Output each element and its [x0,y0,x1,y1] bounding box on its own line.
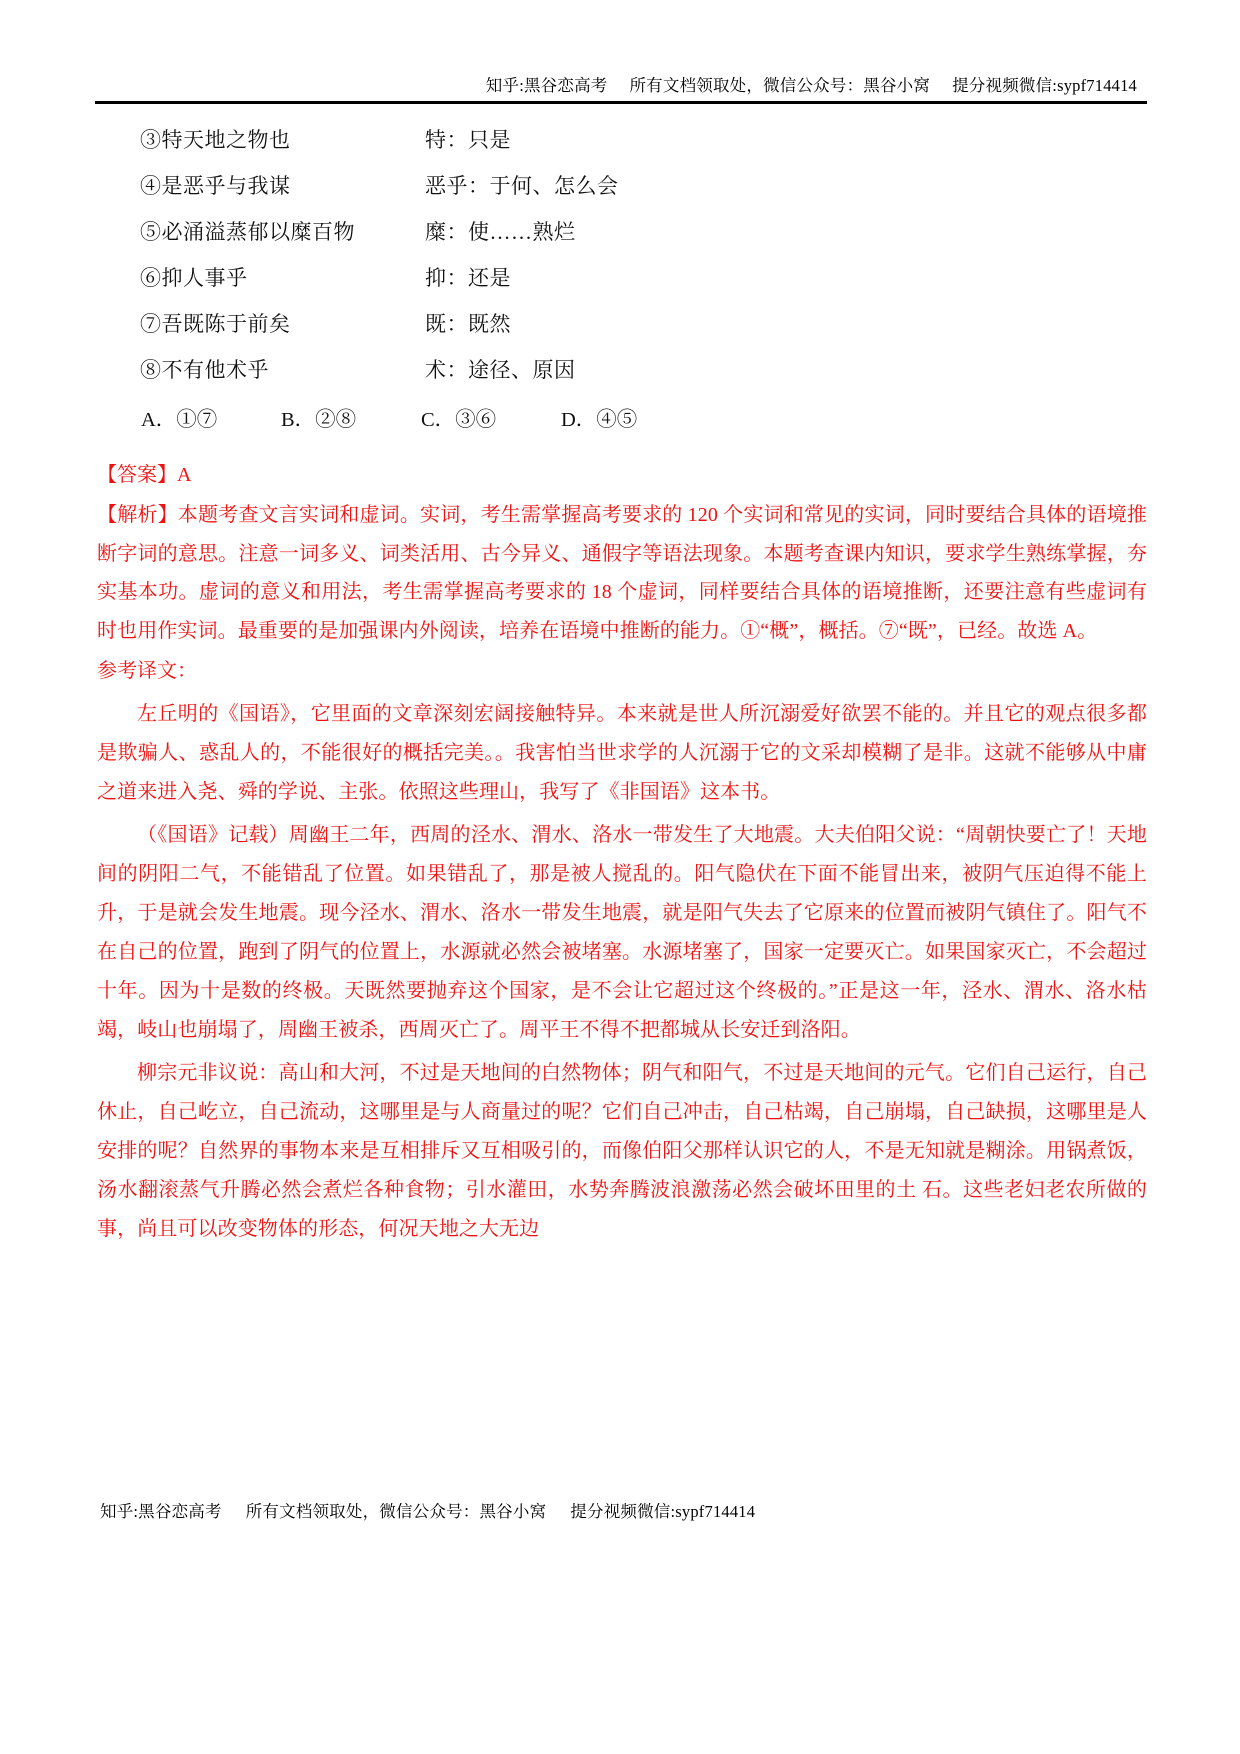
vocabulary-gloss: 糜：使……熟烂 [425,220,576,244]
vocabulary-row [97,262,1147,308]
translation-paragraph: 左丘明的《国语》，它里面的文章深刻宏阔接触特异。本来就是世人所沉溺爱好欲罢不能的。并且它的观点很多都是欺骗人、惑乱人的，不能很好的概括完美。。我害怕当世求学的人沉溺于它的文采却模糊了是非。这就不能够从中庸之道来进入尧、舜的学说、主张。依照这些理山，我写了《非国语》这本书。 [97,702,1147,803]
header-divider [95,101,1147,104]
answer-line [97,460,1147,490]
vocabulary-sentence: ⑧不有他术乎 [140,358,269,382]
vocabulary-sentence: ④是恶乎与我谋 [140,174,291,198]
answer-label: 【答案】 [97,464,177,486]
header-segment-zhihu: 知乎:黑谷恋高考 [485,76,608,95]
header-segment-wechat: 所有文档领取处，微信公众号：黑谷小窝 [629,76,931,95]
vocabulary-sentence: ⑦吾既陈于前矣 [140,312,291,336]
vocabulary-row [97,170,1147,216]
page-header [95,72,1145,104]
translation-label: 参考译文： [97,660,197,682]
vocabulary-row [97,216,1147,262]
vocabulary-row [97,124,1147,170]
vocabulary-sentence: ③特天地之物也 [140,128,291,152]
footer-segment-zhihu: 知乎:黑谷恋高考 [100,1502,222,1521]
vocabulary-list [97,124,1147,400]
option-d[interactable]: D．④⑤ [561,409,638,431]
vocabulary-row [97,308,1147,354]
page-footer [100,1498,1140,1522]
footer-segment-wechat: 所有文档领取处，微信公众号：黑谷小窝 [245,1502,547,1521]
option-b[interactable]: B．②⑧ [281,409,357,431]
translation-paragraph: 柳宗元非议说：高山和大河，不过是天地间的白然物体；阴气和阳气，不过是天地间的元气。它们自己运行，自己休止，自己屹立，自己流动，这哪里是与人商量过的呢？它们自己冲击，自己枯竭，自己崩塌，自己缺损，这哪里是人安排的呢？自然界的事物本来是互相排斥又互相吸引的，而像伯阳父那样认识它的人，不是无知就是糊涂。用锅煮饭，汤水翻滚蒸气升腾必然会煮烂各种食物；引水灌田，水势奔腾波浪激荡必然会破坏田里的土 石。这些老妇老农所做的事，尚且可以改变物体的形态，何况天地之大无边 [97,1061,1147,1240]
vocabulary-gloss: 既：既然 [425,312,511,336]
answer-options [97,402,1147,446]
vocabulary-row [97,354,1147,400]
vocabulary-gloss: 抑：还是 [425,266,511,290]
vocabulary-gloss: 术：途径、原因 [425,358,576,382]
analysis-label: 【解析】 [97,504,178,526]
footer-segment-video: 提分视频微信:sypf714414 [570,1502,756,1521]
option-a[interactable]: A．①⑦ [141,409,218,431]
translation-paragraph: （《国语》记载）周幽王二年，西周的泾水、渭水、洛水一带发生了大地震。大夫伯阳父说：“周朝快要亡了！天地间的阴阳二气，不能错乱了位置。如果错乱了，那是被人搅乱的。阳气隐伏在下面不能冒出来，被阴气压迫得不能上升，于是就会发生地震。现今泾水、渭水、洛水一带发生地震，就是阳气失去了它原来的位置而被阴气镇住了。阳气不在自己的位置，跑到了阴气的位置上，水源就必然会被堵塞。水源堵塞了，国家一定要灭亡。如果国家灭亡，不会超过十年。因为十是数的终极。天既然要抛弃这个国家，是不会让它超过这个终极的。”正是这一年，泾水、渭水、洛水枯竭，岐山也崩塌了，周幽王被杀，西周灭亡了。周平王不得不把都城从长安迁到洛阳。 [97,823,1147,1041]
vocabulary-gloss: 特：只是 [425,128,511,152]
vocabulary-sentence: ⑤必涌溢蒸郁以糜百物 [140,220,355,244]
header-watermark-line [95,72,1145,96]
analysis-block [97,496,1147,650]
answer-value: A [177,464,192,486]
page-body [97,124,1147,1249]
analysis-text: 本题考查文言实词和虚词。实词，考生需掌握高考要求的 120 个实词和常见的实词，同时要结合具体的语境推断字词的意思。注意一词多义、词类活用、古今异义、通假字等语法现象。本题考查课内知识，要求学生熟练掌握，夯实基本功。虚词的意义和用法，考生需掌握高考要求的 18 个虚词，同样要结合具体的语境推断，还要注意有些虚词有时也用作实词。最重要的是加强课内外阅读，培养在语境中推断的能力。①“概”，概括。⑦“既”，已经。故选 A。 [97,504,1147,642]
vocabulary-gloss: 恶乎：于何、怎么会 [425,174,619,198]
vocabulary-sentence: ⑥抑人事乎 [140,266,248,290]
header-segment-video: 提分视频微信:sypf714414 [952,76,1137,95]
option-c[interactable]: C．③⑥ [421,409,497,431]
